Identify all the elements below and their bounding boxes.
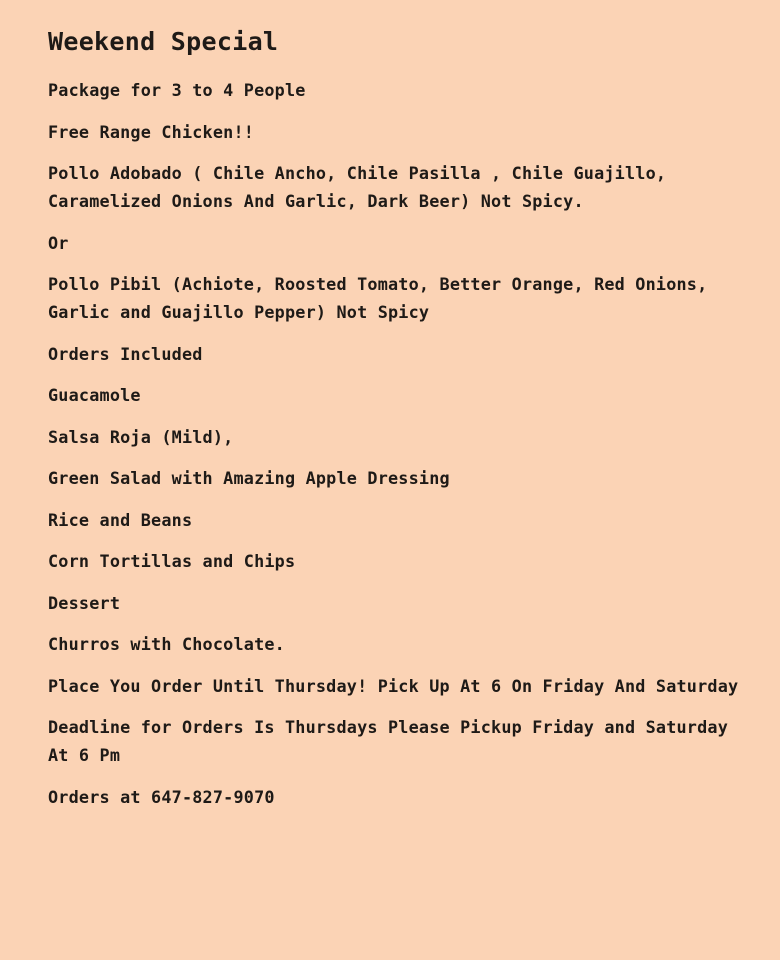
pollo-adobado-line: Pollo Adobado ( Chile Ancho, Chile Pasilla , Chile Guajillo, Caramelized Onions And Garlic, Dark Beer) Not Spicy. (48, 163, 667, 211)
deadline-line: Deadline for Orders Is Thursdays Please Pickup Friday and Saturday At 6 Pm (48, 717, 729, 765)
included-item-guacamole: Guacamole (48, 385, 141, 405)
phone-line: Orders at 647-827-9070 (48, 786, 275, 807)
included-item-rice-beans: Rice and Beans (48, 509, 193, 530)
included-item-salsa-roja: Salsa Roja (Mild), (48, 426, 234, 447)
chicken-line: Free Range Chicken!! (48, 121, 255, 142)
or-line: Or (48, 232, 69, 253)
dessert-item-churros: Churros with Chocolate. (48, 634, 285, 654)
dessert-heading: Dessert (48, 592, 121, 613)
package-size-line: Package for 3 to 4 People (48, 80, 306, 100)
pollo-pibil-line: Pollo Pibil (Achiote, Roosted Tomato, Better Orange, Red Onions, Garlic and Guajillo Pepper) Not Spicy (48, 274, 708, 322)
orders-included-heading: Orders Included (48, 343, 203, 364)
order-pickup-line: Place You Order Until Thursday! Pick Up At 6 On Friday And Saturday (48, 675, 739, 696)
included-item-tortillas-chips: Corn Tortillas and Chips (48, 551, 296, 571)
document-title: Weekend Special (48, 27, 279, 56)
included-item-green-salad: Green Salad with Amazing Apple Dressing (48, 468, 450, 488)
